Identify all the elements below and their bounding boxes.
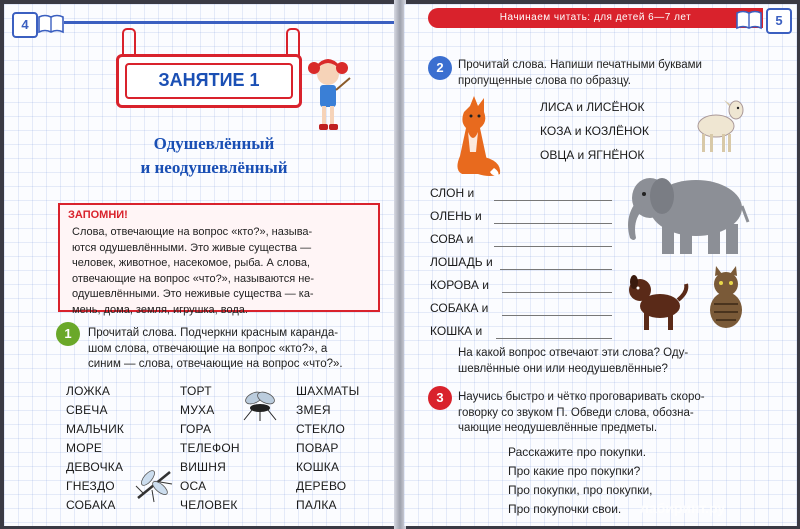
puppy-illustration (626, 272, 690, 334)
remember-text (72, 225, 368, 318)
word-item: ТЕЛЕФОН (180, 441, 240, 455)
animal-word: КОШКА и (430, 324, 483, 338)
example-pair: ЛИСА и ЛИСЁНОК (540, 100, 645, 114)
book-series-header: Начинаем читать: для детей 6—7 лет (428, 8, 763, 28)
word-item: ПАЛКА (296, 498, 337, 512)
task-2-line: пропущенные слова по образцу. (458, 74, 631, 87)
word-item: ТОРТ (180, 384, 212, 398)
book-icon (736, 10, 762, 30)
remember-line: отвечающие на вопрос «что?», называются не- (72, 272, 315, 285)
word-item: МАЛЬЧИК (66, 422, 125, 436)
hook-right (286, 28, 300, 56)
question-text (458, 346, 792, 377)
remember-line: человек, животное, насекомое, рыба. А слова, (72, 257, 310, 269)
task-3-line: чающие неодушевлённые предметы. (458, 422, 658, 434)
watermark: лабиринт.ру (640, 500, 726, 516)
tongue-twister (508, 443, 653, 519)
word-item: МОРЕ (66, 441, 103, 455)
remember-title: ЗАПОМНИ! (68, 209, 128, 221)
girl-illustration (306, 56, 352, 140)
cat-illustration (700, 266, 752, 334)
word-item: ВИШНЯ (180, 460, 226, 474)
answer-line[interactable] (494, 223, 612, 224)
word-item: СОБАКА (66, 498, 116, 512)
word-item: ОСА (180, 479, 207, 493)
word-item: ПОВАР (296, 441, 339, 455)
tongue-twister-line: Про покупочки свои. (508, 502, 622, 516)
left-page (4, 4, 396, 526)
task-1-line: Прочитай слова. Подчеркни красным каранда- (88, 327, 339, 339)
question-line: шевлённые они или неодушевлённые? (458, 362, 668, 375)
remember-line: одушевлёнными. Это неживые существа — ка- (72, 288, 314, 300)
word-item: МУХА (180, 403, 215, 417)
lesson-subtitle (104, 132, 324, 180)
task-1-text (88, 326, 388, 373)
tongue-twister-line: Про какие про покупки? (508, 464, 641, 478)
task-2-line: Прочитай слова. Напиши печатными буквами (458, 59, 702, 71)
word-item: ГОРА (180, 422, 212, 436)
elephant-illustration (622, 168, 750, 256)
word-item: ШАХМАТЫ (296, 384, 360, 398)
word-item: СТЕКЛО (296, 422, 346, 436)
word-item: ГНЕЗДО (66, 479, 115, 493)
word-item: ЛОЖКА (66, 384, 111, 398)
task-3-line: говорку со звуком П. Обведи слова, обозна- (458, 406, 694, 419)
example-pair: КОЗА и КОЗЛЁНОК (540, 124, 649, 138)
lesson-title-box (116, 54, 302, 108)
answer-line[interactable] (494, 246, 612, 247)
animal-word: ОЛЕНЬ и (430, 209, 482, 223)
lesson-title: ЗАНЯТИЕ 1 (125, 63, 293, 99)
word-item: ЧЕЛОВЕК (180, 498, 238, 512)
task-1-badge: 1 (56, 322, 80, 346)
page-number-right: 5 (766, 8, 792, 34)
answer-line[interactable] (500, 269, 612, 270)
word-item: СВЕЧА (66, 403, 108, 417)
animal-word: СОВА и (430, 232, 474, 246)
task-1-line: шом слова, отвечающие на вопрос «кто?», а (88, 342, 328, 355)
book-icon (38, 14, 64, 34)
task-3-text (458, 390, 792, 437)
example-pair: ОВЦА и ЯГНЁНОК (540, 148, 645, 162)
header-rule (64, 21, 396, 24)
animal-word: СОБАКА и (430, 301, 489, 315)
lesson-subtitle-line-1: Одушевлённый (153, 134, 275, 153)
hook-left (122, 28, 136, 56)
fly-illustration (236, 390, 284, 422)
task-2-badge: 2 (428, 56, 452, 80)
tongue-twister-line: Про покупки, про покупки, (508, 483, 653, 497)
task-1-line: синим — слова, отвечающие на вопрос «что?». (88, 358, 343, 370)
answer-line[interactable] (502, 292, 612, 293)
word-item: КОШКА (296, 460, 340, 474)
page-number-left: 4 (12, 12, 38, 38)
word-item: ДЕВОЧКА (66, 460, 124, 474)
animal-word: ЛОШАДЬ и (430, 255, 493, 269)
task-2-text (458, 58, 792, 89)
task-3-line: Научись быстро и чётко проговаривать скоро- (458, 391, 705, 403)
answer-line[interactable] (494, 200, 612, 201)
animal-word: КОРОВА и (430, 278, 489, 292)
remember-line: Слова, отвечающие на вопрос «кто?», называ- (72, 226, 313, 238)
remember-line: ются одушевлёнными. Это живые существа — (72, 241, 312, 254)
answer-line[interactable] (496, 338, 612, 339)
tongue-twister-line: Расскажите про покупки. (508, 445, 647, 459)
task-3-badge: 3 (428, 386, 452, 410)
lamb-illustration (694, 96, 750, 156)
word-item: ДЕРЕВО (296, 479, 347, 493)
remember-box (58, 203, 380, 316)
fox-illustration (440, 96, 506, 178)
answer-line[interactable] (502, 315, 612, 316)
animal-word: СЛОН и (430, 186, 475, 200)
word-item: ЗМЕЯ (296, 403, 331, 417)
remember-line: мень, дома, земля, игрушка, вода. (72, 303, 248, 316)
lesson-subtitle-line-2: и неодушевлённый (140, 158, 288, 177)
mosquito-illustration (132, 462, 176, 504)
question-line: На какой вопрос отвечают эти слова? Оду- (458, 347, 689, 359)
